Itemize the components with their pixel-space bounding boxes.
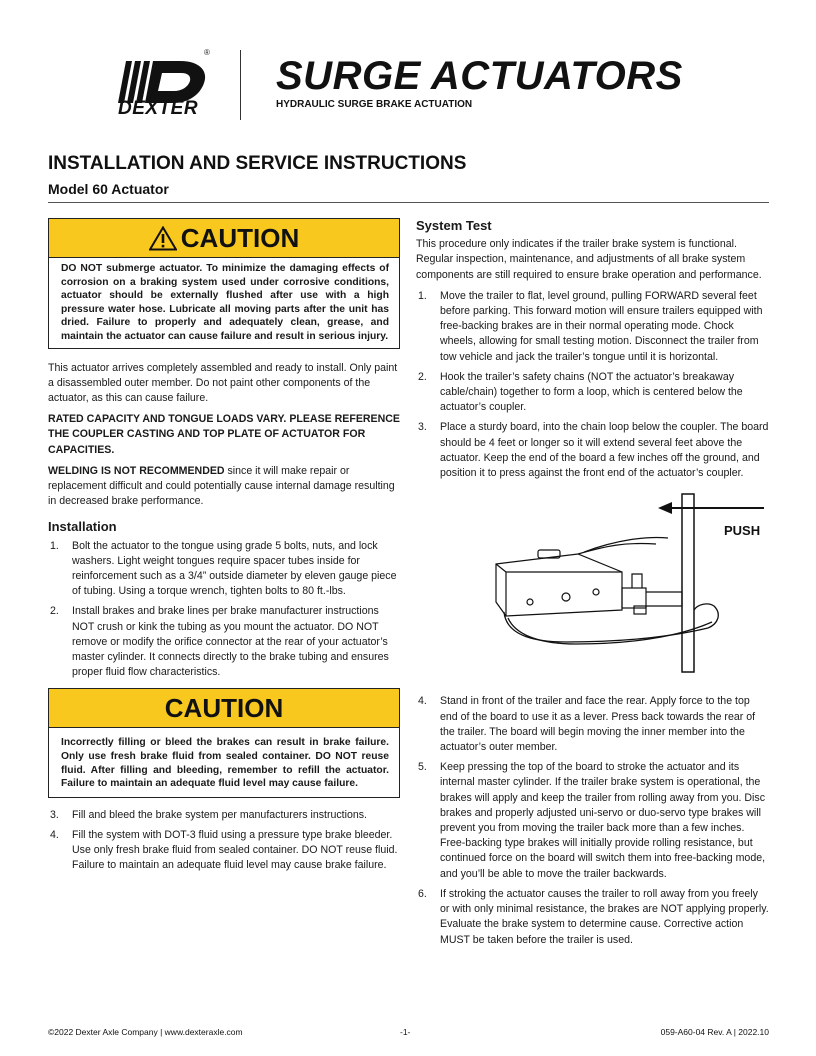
brand-name: DEXTER (118, 98, 199, 119)
list-item (416, 760, 770, 882)
system-test-steps (416, 289, 770, 481)
step-text: Bolt the actuator to the tongue using grade 5 bolts, nuts, and lock washers. Light weight tongues require spacer tubes inside for reinforcement such as a 3/4” outside diameter by eleven gauge piece of tubing. Using a torque wrench, tighten bolts to 80 ft.-lbs. (72, 539, 397, 598)
step-text: Install brakes and brake lines per brake manufacturer instructions NOT crush or kink the tubing as you mount the actuator. DO NOT remove or modify the orifice connector at the rear of your actuator’s master cylinder. It connects directly to the brake tubing and ensures proper fluid flow characteristics. (72, 605, 389, 679)
page-number: -1- (400, 1027, 411, 1037)
step-number: 4. (50, 829, 59, 841)
system-test-heading: System Test (416, 218, 492, 233)
step-number: 2. (418, 370, 427, 383)
caution-text: Incorrectly filling or bleed the brakes can result in brake failure. Only use fresh brake fluid from sealed container. DO NOT reuse fluid. After filling and bleeding, remember to refill the actuator. Failure to maintain an adequate fluid level may cause failure. (61, 737, 389, 790)
push-label: PUSH (724, 523, 761, 539)
welding-paragraph (48, 464, 400, 510)
list-item (48, 828, 400, 874)
actuator-push-diagram (446, 492, 776, 677)
safety-chain (504, 604, 718, 644)
caution-header (49, 219, 399, 258)
footer-copyright: ©2022 Dexter Axle Company | www.dexteraxle.com (48, 1027, 243, 1037)
step-number: 6. (418, 887, 427, 900)
push-arrow-icon (658, 502, 764, 514)
step-text: Hook the trailer’s safety chains (NOT the actuator’s breakaway cable/chain) together to form a loop, which is centered below the actuator’s coupler. (440, 370, 743, 414)
header-divider (240, 50, 241, 120)
step-text: Move the trailer to flat, level ground, pulling FORWARD several feet before parking. This forward motion will ensure trailers equipped with free-backing brakes are in their normal operating mode. Chock wheels, allowing for small testing motion. Disconnect the trailer from tow vehicle and jack the trailer’s tongue until it is horizontal. (440, 289, 763, 363)
list-item (48, 604, 400, 680)
step-text: Fill the system with DOT-3 fluid using a pressure type brake bleeder. Use only fresh brake fluid from sealed container. DO NOT reuse fluid. Failure to maintain an adequate fluid level may cause brake failure. (72, 829, 398, 872)
list-item (416, 420, 770, 481)
system-test-intro: This procedure only indicates if the trailer brake system is functional. Regular inspection, maintenance, and adjustments of all brake system components are still required to ensure brake operation and performance. (416, 238, 762, 281)
capacity-notice: RATED CAPACITY AND TONGUE LOADS VARY. PLEASE REFERENCE THE COUPLER CASTING AND TOP PLATE OF ACTUATOR FOR CAPACITIES. (48, 413, 400, 456)
installation-heading: Installation (48, 519, 117, 535)
step-number: 3. (418, 421, 427, 434)
warning-triangle-icon (149, 226, 177, 251)
list-item (416, 370, 770, 416)
step-number: 3. (50, 808, 59, 821)
caution-heading: CAUTION (180, 223, 300, 253)
actuator-illustration (496, 538, 682, 616)
list-item (416, 694, 770, 755)
step-text: Stand in front of the trailer and face the rear. Apply force to the top end of the board to use it as a lever. Press back towards the rear of the trailer. The board will begin moving the inner member into the actuator’s outer member. (440, 695, 756, 754)
header-subtitle: HYDRAULIC SURGE BRAKE ACTUATION (276, 99, 473, 110)
right-column (416, 218, 770, 953)
board (682, 494, 694, 672)
step-text: If stroking the actuator causes the trailer to roll away from you freely or with only minimal resistance, the brakes are NOT applying properly. Evaluate the brake system to determine cause. Corrective action MUST be taken before the trailer is used. (440, 887, 769, 946)
caution-box-fluid (48, 688, 400, 797)
document-code: 059-A60-04 Rev. A | 2022.10 (660, 1027, 769, 1037)
installation-steps-continued (48, 808, 400, 874)
welding-warning: WELDING IS NOT RECOMMENDED (48, 464, 225, 477)
caution-text: DO NOT submerge actuator. To minimize the damaging effects of corrosion on a braking system used under corrosive conditions, actuator should be externally flushed after use with a high pressure water hose. Lubricate all moving parts after the unit has dried. Failure to properly and adequately clean, grease, and maintain the actuator can cause failure and result in serious injury. (61, 263, 389, 342)
step-text: Fill and bleed the brake system per manufacturers instructions. (72, 808, 367, 821)
step-number: 2. (50, 605, 59, 618)
list-item (416, 289, 770, 365)
intro-paragraph: This actuator arrives completely assembled and ready to install. Only paint a disassembled outer member. Do not paint other components of the actuator, as this can cause failure. (48, 361, 398, 404)
title-divider (48, 202, 769, 203)
step-number: 5. (418, 761, 427, 774)
caution-box-corrosion (48, 218, 400, 349)
welding-text: since it will make repair or replacement difficult and could potentially cause internal damage resulting in decreased brake performance. (48, 464, 395, 508)
step-number: 1. (50, 539, 59, 552)
document-title: INSTALLATION AND SERVICE INSTRUCTIONS (48, 153, 467, 174)
system-test-steps-continued (416, 694, 770, 947)
caution-header: CAUTION (49, 689, 399, 728)
list-item (416, 887, 770, 948)
step-text: Keep pressing the top of the board to stroke the actuator and its internal master cylinder. If the trailer brake system is operational, the brakes will apply and keep the trailer from rolling away from you. Disc brakes and properly adjusted uni-servo or duo-servo type brakes will prevent you from moving the trailer back more than a few inches. Free-backing type brakes will initially provide rolling resistance, but continued force on the board will switch them into free-backing mode, and you’ll be able to move the trailer backwards. (440, 761, 766, 880)
step-text: Place a sturdy board, into the chain loop below the coupler. The board should be 4 feet or longer so it will extend several feet above the actuator. Keep the end of the board a few inches off the ground, and position it to press against the front end of the actuator’s coupler. (440, 421, 769, 480)
list-item (48, 539, 400, 600)
step-number: 1. (418, 289, 427, 302)
header-title: SURGE ACTUATORS (276, 54, 683, 98)
installation-steps (48, 539, 400, 681)
registered-mark: ® (204, 48, 210, 57)
list-item (48, 808, 400, 823)
step-number: 4. (418, 695, 427, 708)
left-column (48, 218, 400, 879)
document-model: Model 60 Actuator (48, 181, 169, 197)
